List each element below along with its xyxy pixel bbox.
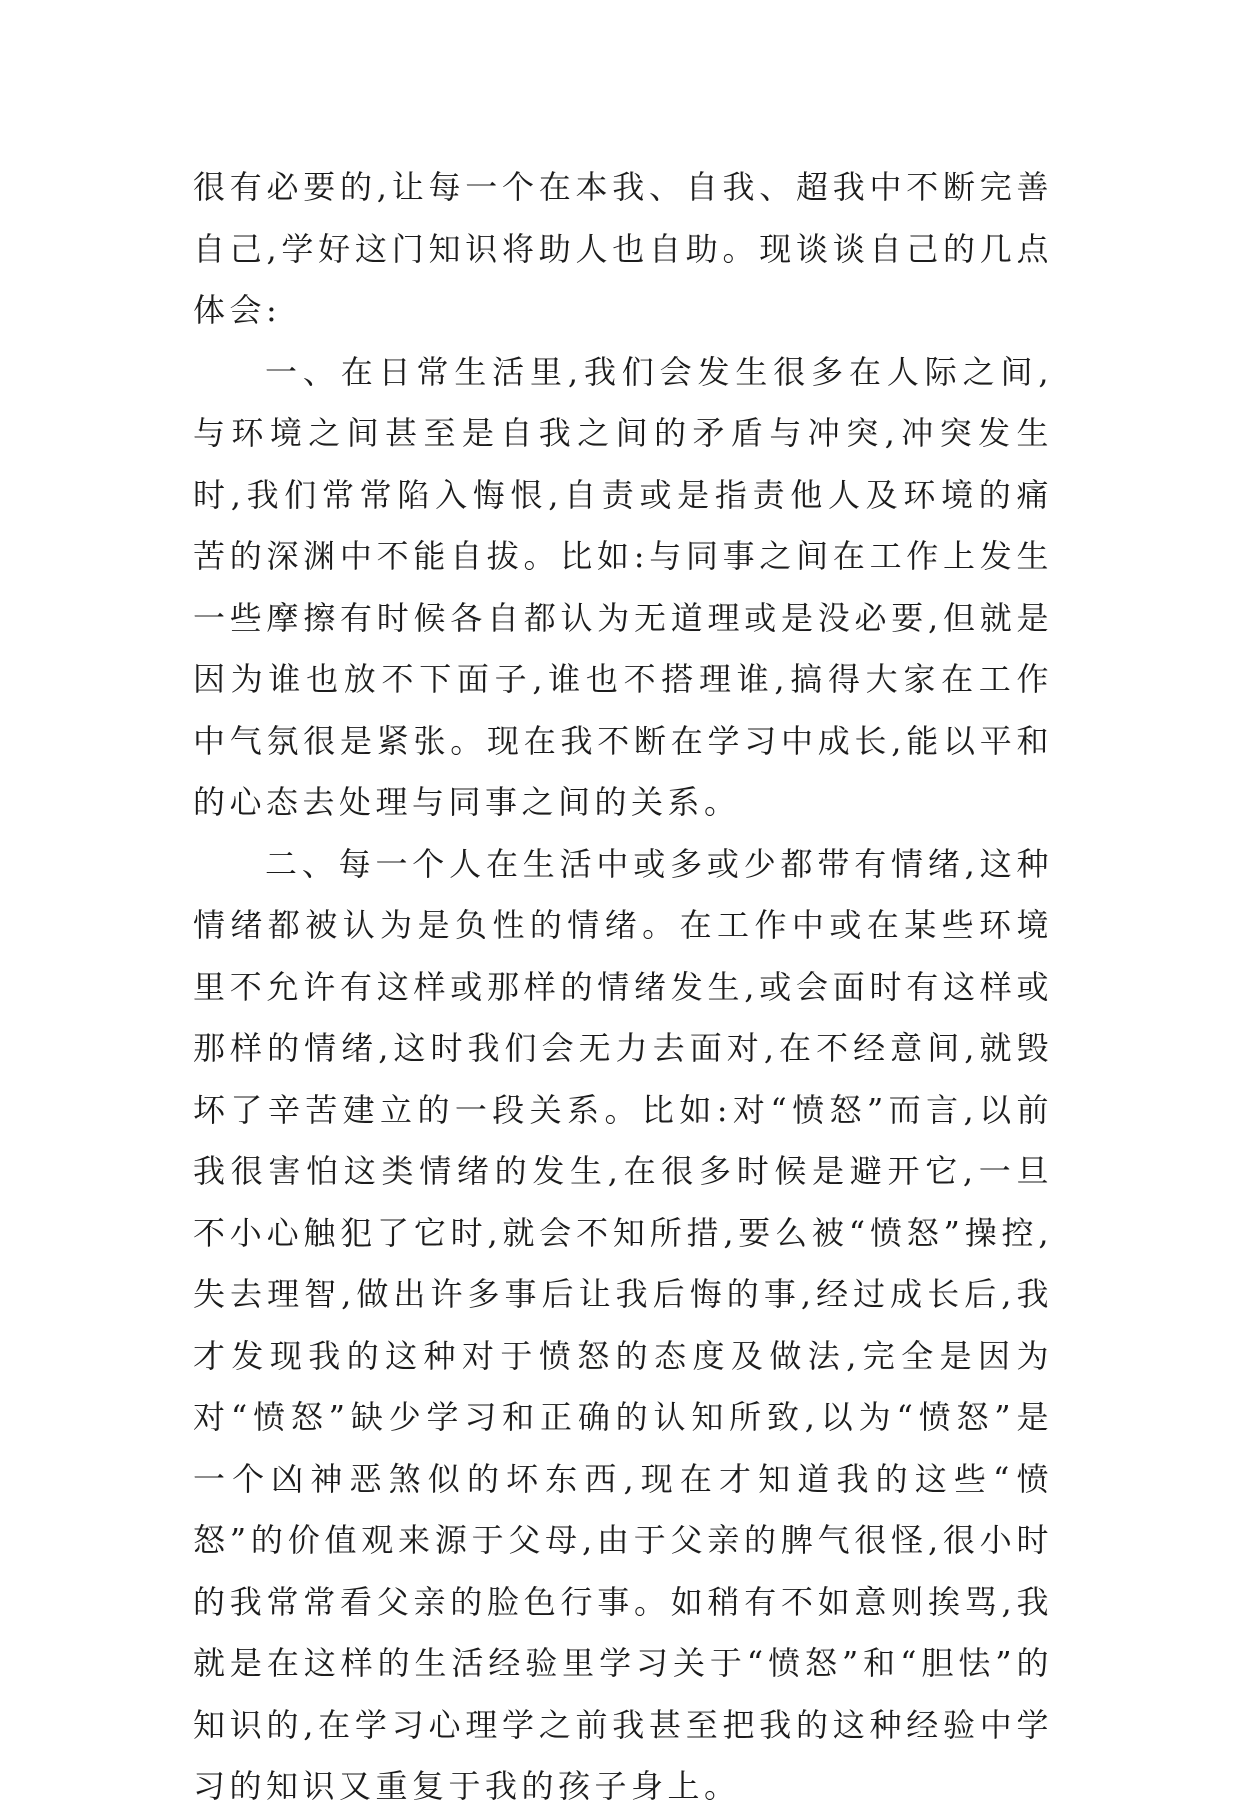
paragraph-point-two: 二、每一个人在生活中或多或少都带有情绪,这种情绪都被认为是负性的情绪。在工作中或在某些环境里不允许有这样或那样的情绪发生,或会面时有这样或那样的情绪,这时我们会无力去面对,在不经意间,就毁坏了辛苦建立的一段关系。比如:对“愤怒”而言,以前我很害怕这类情绪的发生,在很多时候是避开它,一旦不小心触犯了它时,就会不知所措,要么被“愤怒”操控,失去理智,做出许多事后让我后悔的事,经过成长后,我才发现我的这种对于愤怒的态度及做法,完全是因为对“愤怒”缺少学习和正确的认知所致,以为“愤怒”是一个凶神恶煞似的坏东西,现在才知道我的这些“愤怒”的价值观来源于父母,由于父亲的脾气很怪,很小时的我常常看父亲的脸色行事。如稍有不如意则挨骂,我就是在这样的生活经验里学习关于“愤怒”和“胆怯”的知识的,在学习心理学之前我甚至把我的这种经验中学习的知识又重复于我的孩子身上。 <box>193 844 1053 1805</box>
paragraph-intro-continuation: 很有必要的,让每一个在本我、自我、超我中不断完善自己,学好这门知识将助人也自助。现谈谈自己的几点体会: <box>193 168 1053 329</box>
paragraph-point-one: 一、在日常生活里,我们会发生很多在人际之间,与环境之间甚至是自我之间的矛盾与冲突,冲突发生时,我们常常陷入悔恨,自责或是指责他人及环境的痛苦的深渊中不能自拔。比如:与同事之间在工作上发生一些摩擦有时候各自都认为无道理或是没必要,但就是因为谁也放不下面子,谁也不搭理谁,搞得大家在工作中气氛很是紧张。现在我不断在学习中成长,能以平和的心态去处理与同事之间的关系。 <box>193 352 1053 821</box>
document-body <box>193 157 1053 1818</box>
